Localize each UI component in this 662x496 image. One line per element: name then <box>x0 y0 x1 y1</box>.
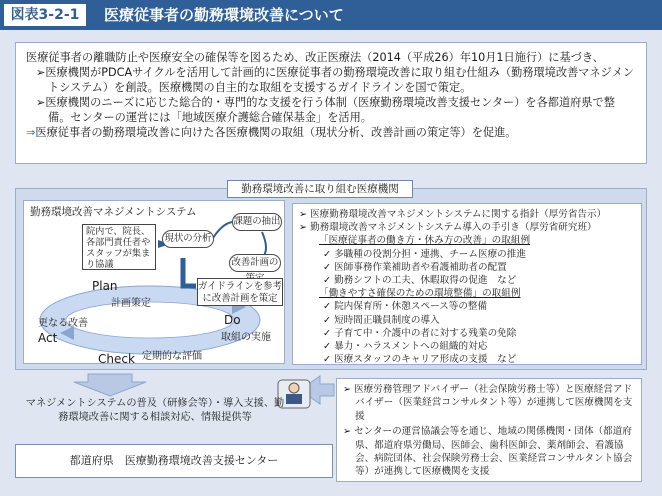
support-item-council: ➢ センターの運営協議会等を通じ、地域の関係機関・団体（都道府県、都道府県労働局、医師会、歯科医師会、薬剤師会、看護協会、病院団体、社会保険労務士会、医業経営コンサルタント協会等）が連携して医療機関を支援 <box>343 426 633 478</box>
support-details-box <box>336 378 642 482</box>
page-title: 医療従事者の勤務環境改善について <box>104 6 344 24</box>
guide-header-environment: 「働きやすさ確保のための環境整備」の取組例 <box>319 288 521 300</box>
arrow-right-icon: ⇒ <box>26 126 36 139</box>
guide-line-2: ➢ 勤務環境改善マネジメントシステム導入の手引き（厚労省研究班） <box>299 222 597 234</box>
flow-arrow-line <box>183 258 196 286</box>
guide-item: ✓ 医療スタッフのキャリア形成の支援 など <box>323 354 517 366</box>
staff-meeting-box: 院内で、院長、各部門責任者やスタッフが集まり協議 <box>82 224 156 270</box>
guide-item: ✓ 暴力・ハラスメントへの組織的対応 <box>323 341 488 353</box>
intro-lead: 医療従事者の離職防止や医療安全の確保等を図るため、改正医療法（2014（平成26）年10月1日施行）に基づき、 <box>26 51 604 64</box>
guide-header-work-style: 「医療従事者の働き方・休み方の改善」の取組例 <box>319 235 531 247</box>
support-item-advisers: ➢ 医療労務管理アドバイザー（社会保険労務士等）と医療経営アドバイザー（医業経営コンサルタント等）が連携して医療機関を支援 <box>343 384 633 422</box>
guideline-list <box>292 203 642 365</box>
medical-institution-title: 勤務環境改善に取り組む医療機関 <box>227 180 413 198</box>
pdca-act-sub: 更なる改善 <box>38 318 88 329</box>
intro-bullet-pdca: ➢医療機関がPDCAサイクルを活用して計画的に医療従事者の勤務環境改善に取り組む仕組み（勤務環境改善マネジメントシステム）を創設。医療機関の自主的な取組を支援するガイドラインを国で策定。 <box>36 66 634 94</box>
pdca-do-sub: 取組の実施 <box>221 332 271 343</box>
figure-tag: 図表3-2-1 <box>4 4 86 26</box>
management-system-label: 勤務環境改善マネジメントシステム <box>30 206 197 218</box>
intro-bullet-center: ➢医療機関のニーズに応じた総合的・専門的な支援を行う体制（医療勤務環境改善支援センター）を各都道府県で整備。センターの運営には「地域医療介護総合確保基金」を活用。 <box>36 96 615 124</box>
pdca-check: Check <box>98 352 135 366</box>
guideline-box: ガイドラインを参考に改善計画を策定 <box>197 278 283 306</box>
pdca-plan-sub: 計画策定 <box>111 298 151 309</box>
guide-line-1: ➢ 医療勤務環境改善マネジメントシステムに関する指針（厚労省告示） <box>299 209 607 220</box>
guide-item: ✓ 多職種の役割分担・連携、チーム医療の推進 <box>323 248 526 260</box>
support-center-box: 都道府県 医療勤務環境改善支援センター <box>15 444 333 478</box>
support-activities-text: マネジメントシステムの普及（研修会等）・導入支援、勤務環境改善に関する相談対応、情報提供等 <box>25 398 285 423</box>
guide-item: ✓ 院内保育所・休憩スペース等の整備 <box>323 301 488 313</box>
intro-conclusion: 医療従事者の勤務環境改善に向けた各医療機関の取組（現状分析、改善計画の策定等）を促進。 <box>35 126 517 139</box>
pdca-do: Do <box>224 313 241 327</box>
flow-arrow-line <box>213 222 232 238</box>
guide-item: ✓ 医師事務作業補助者や看護補助者の配置 <box>323 261 507 273</box>
pdca-check-sub: 定期的な評価 <box>142 351 202 362</box>
step-extract-issues: 課題の抽出 <box>232 213 282 231</box>
guide-item: ✓ 子育て中・介護中の者に対する残業の免除 <box>323 327 517 339</box>
guide-item: ✓ 勤務シフトの工夫、休暇取得の促進 など <box>323 275 517 287</box>
step-current-analysis: 現状の分析 <box>162 230 214 248</box>
step-make-plan: 改善計画の <box>229 254 281 272</box>
pdca-act: Act <box>38 331 58 345</box>
pdca-plan: Plan <box>92 279 118 293</box>
guide-item: ✓ 短時間正職員制度の導入 <box>323 314 440 326</box>
down-arrow-icon <box>74 374 146 396</box>
